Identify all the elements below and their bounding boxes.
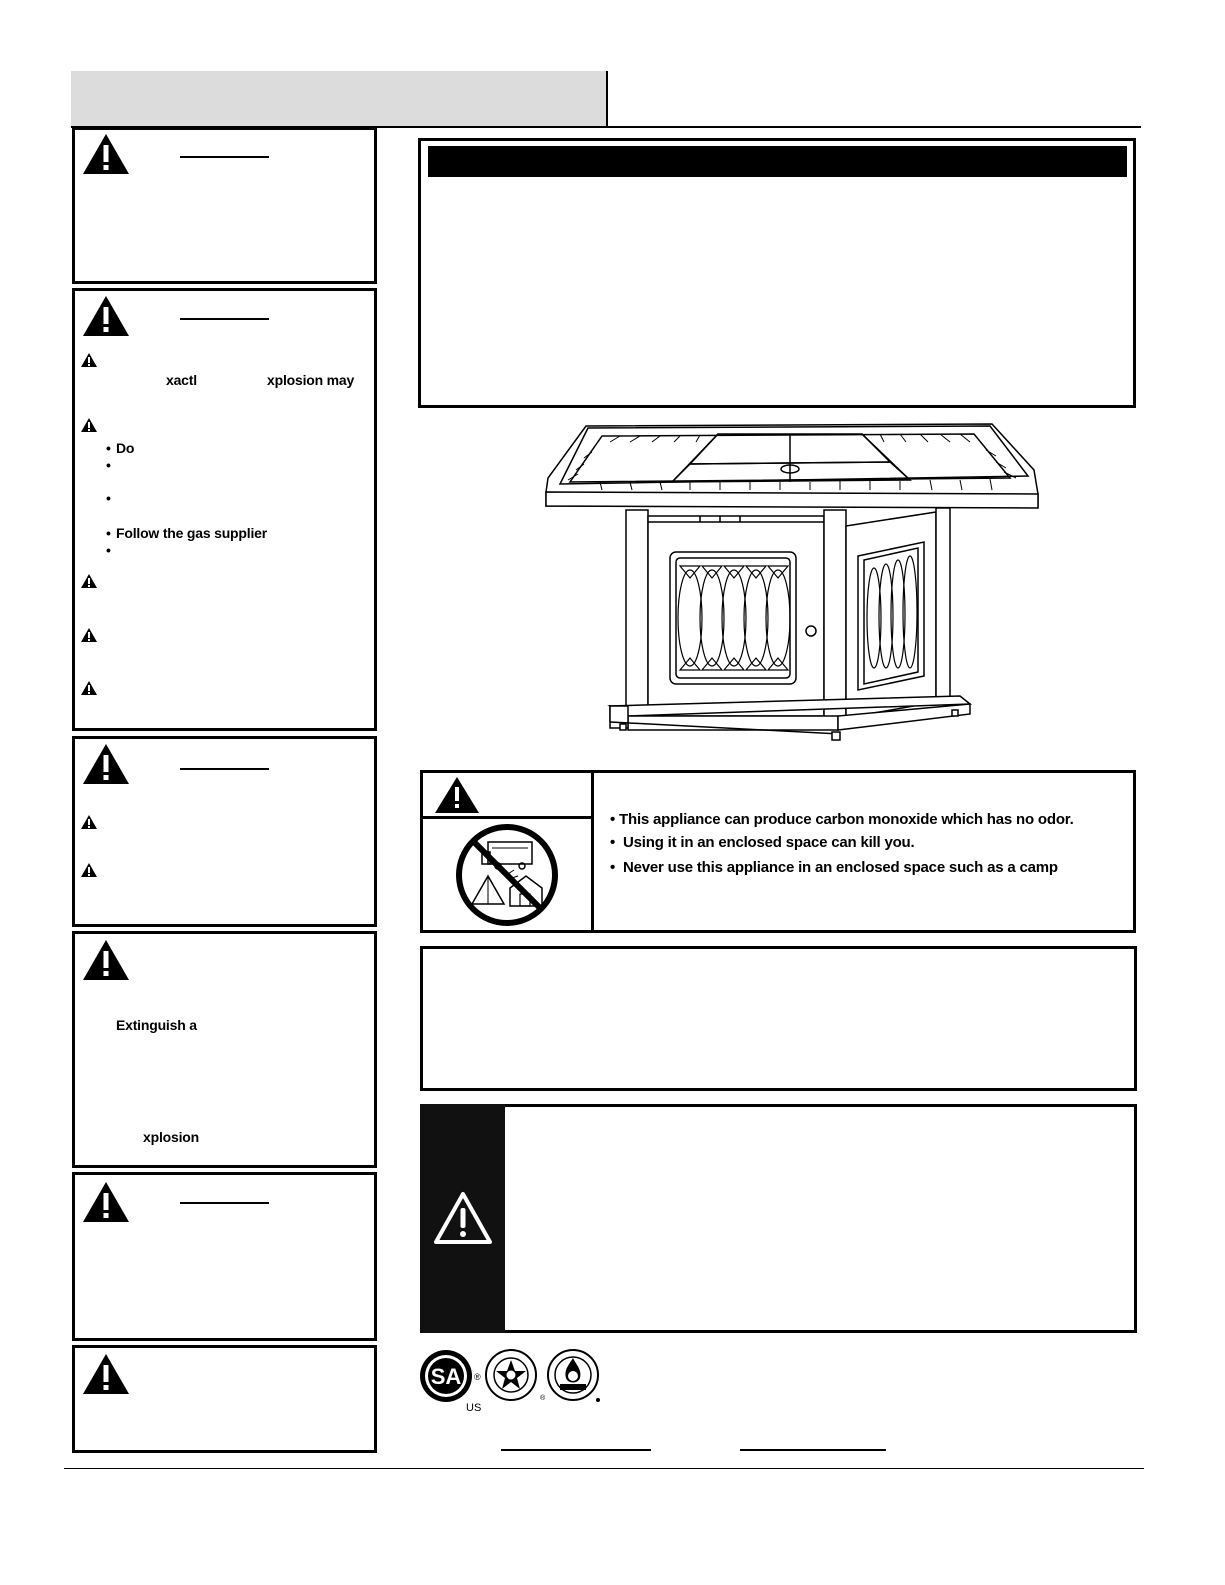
- design-certified-seal: [484, 1348, 546, 1406]
- svg-text:®: ®: [540, 1395, 546, 1402]
- panel-heading-underline: [180, 318, 269, 320]
- blank-field-line-1: [501, 1449, 651, 1451]
- panel-heading-underline: [180, 156, 269, 158]
- warning-triangle-icon: [434, 776, 480, 814]
- fire-table-illustration: [540, 418, 1045, 753]
- bullet-dot: •: [106, 457, 111, 473]
- co-bullet-1: • This appliance can produce carbon monoxide which has no odor.: [610, 811, 1074, 828]
- co-warning-left-divider: [420, 816, 592, 819]
- small-warning-icon: [80, 627, 98, 643]
- header-bar: [71, 71, 608, 127]
- warning-triangle-icon: [81, 132, 131, 176]
- warning-triangle-icon: [81, 938, 131, 982]
- small-warning-icon: [80, 680, 98, 696]
- warning-panel-2: [72, 288, 377, 731]
- important-notice-box: [418, 138, 1136, 408]
- warning-box-large: [420, 1104, 1137, 1333]
- bullet-dot: •: [106, 542, 111, 558]
- panel2-bullet1: Do: [116, 440, 135, 456]
- csa-logo: [418, 1348, 480, 1404]
- small-warning-icon: [80, 573, 98, 589]
- small-warning-icon: [80, 814, 98, 830]
- blank-field-line-2: [740, 1449, 886, 1451]
- panel2-line1: xactl: [166, 372, 197, 388]
- small-warning-icon: [80, 417, 98, 433]
- bullet-dot: •: [106, 490, 111, 506]
- no-enclosed-space-icon: [452, 822, 562, 928]
- panel2-bullet3: Follow the gas supplier: [116, 525, 267, 541]
- notice-box-2: [420, 946, 1137, 1091]
- co-bullet-3: • Never use this appliance in an enclosed space such as a camp: [610, 859, 1058, 876]
- small-warning-icon: [80, 862, 98, 878]
- warning-triangle-icon: [81, 294, 131, 338]
- svg-text:®: ®: [474, 1372, 481, 1382]
- warning-triangle-outline-icon: [432, 1190, 494, 1246]
- bullet-dot: •: [106, 440, 111, 456]
- warning-triangle-icon: [81, 1352, 131, 1396]
- panel4-line2: xplosion: [143, 1129, 199, 1145]
- bullet-dot: •: [106, 525, 111, 541]
- footer-rule: [64, 1468, 1144, 1469]
- svg-text:SA: SA: [430, 1364, 462, 1389]
- csa-us-label: US: [466, 1402, 482, 1414]
- warning-triangle-icon: [81, 742, 131, 786]
- panel-heading-underline: [180, 768, 269, 770]
- panel2-line2: xplosion may: [267, 372, 355, 388]
- notice-title-bar: [428, 146, 1127, 177]
- panel4-line1: Extinguish a: [116, 1017, 197, 1033]
- gas-certified-seal: [546, 1348, 604, 1406]
- small-warning-icon: [80, 352, 98, 368]
- co-bullet-2: • Using it in an enclosed space can kill you.: [610, 834, 915, 851]
- warning-triangle-icon: [81, 1180, 131, 1224]
- panel-heading-underline: [180, 1202, 269, 1204]
- co-warning-divider: [591, 770, 594, 933]
